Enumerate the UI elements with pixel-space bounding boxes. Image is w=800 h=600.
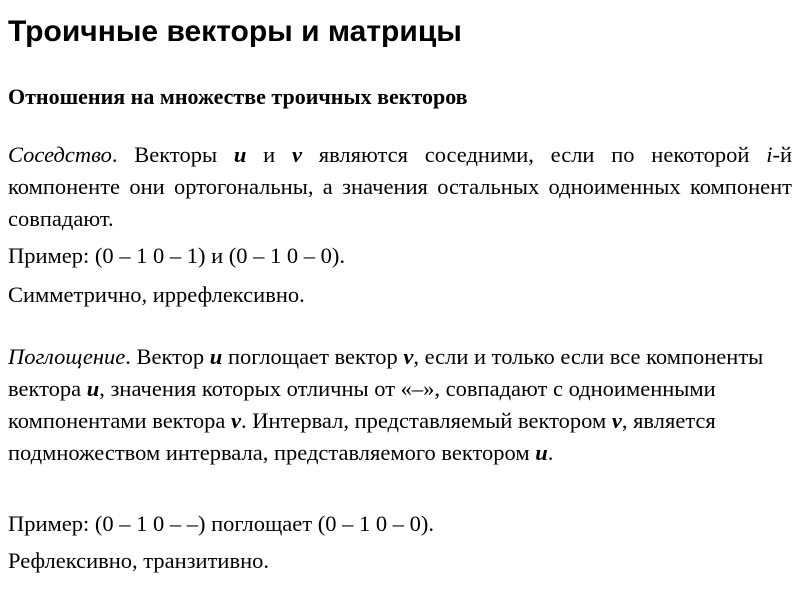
neighborhood-text-4: -й компоненте они ортогональны, а значения остальных одноименных компонент совпадают. (8, 142, 792, 231)
absorption-text-3: , если и только если все компоненты вектора (8, 344, 764, 401)
var-v: v (230, 408, 241, 433)
neighborhood-text-1: . Векторы (111, 142, 234, 167)
absorption-example: Пример: (0 – 1 0 – –) поглощает (0 – 1 0 – 0). (8, 511, 434, 536)
var-v: v (611, 408, 622, 433)
var-u: u (233, 142, 247, 167)
absorption-properties: Рефлексивно, транзитивно. (8, 548, 270, 573)
neighborhood-properties: Симметрично, иррефлексивно. (8, 282, 305, 307)
absorption-text-2: поглощает вектор (222, 344, 404, 369)
neighborhood-text-2: и (246, 142, 292, 167)
var-i: i (766, 142, 773, 167)
var-u: u (535, 440, 548, 465)
slide-title: Троичные векторы и матрицы (8, 15, 462, 48)
absorption-definition (8, 341, 778, 469)
absorption-text-4: , значения которых отличны от «–», совпадают с одноименными компонентами вектора (8, 376, 716, 433)
neighborhood-definition (8, 139, 792, 235)
absorption-text-7: . (547, 440, 554, 465)
var-u: u (209, 344, 223, 369)
absorption-text-1: . Вектор (125, 344, 210, 369)
neighborhood-text-3: являются соседними, если по некоторой (301, 142, 767, 167)
neighborhood-term: Соседство (8, 142, 112, 167)
slide-subtitle: Отношения на множестве троичных векторов (8, 84, 468, 109)
absorption-text-6: , является подмножеством интервала, представляемого вектором (8, 408, 716, 465)
var-v: v (403, 344, 414, 369)
var-u: u (86, 376, 100, 401)
absorption-term: Поглощение (8, 344, 126, 369)
neighborhood-example: Пример: (0 – 1 0 – 1) и (0 – 1 0 – 0). (8, 243, 346, 268)
var-v: v (291, 142, 302, 167)
absorption-text-5: . Интервал, представляемый вектором (240, 408, 612, 433)
